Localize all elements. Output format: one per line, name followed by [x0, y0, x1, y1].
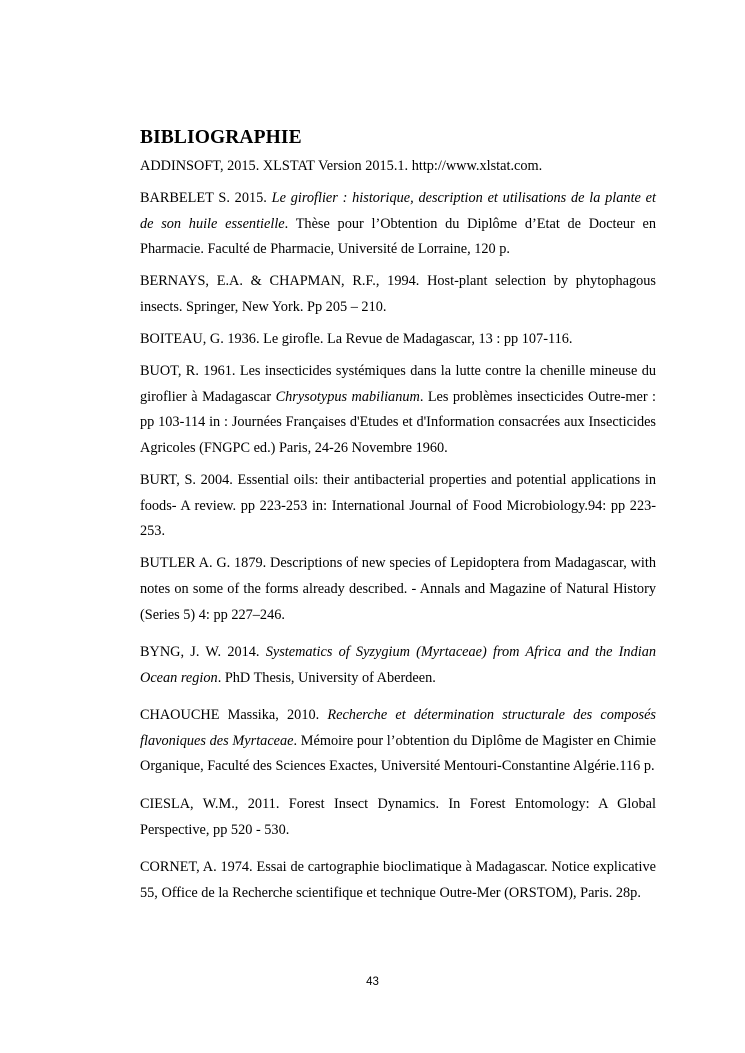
reference-text: ADDINSOFT, 2015. XLSTAT Version 2015.1. http://www.xlstat.com. — [140, 158, 543, 174]
reference-text: . Thèse pour l’Obtention du Diplôme d’Etat de Docteur en Pharmacie. Faculté de Pharmacie, Université de Lorraine, 120 p. — [140, 215, 656, 258]
reference-text: CIESLA, W.M., 2011. Forest Insect Dynamics. In Forest Entomology: A Global Perspective, pp 520 - 530. — [140, 796, 656, 838]
reference-entry — [140, 154, 656, 180]
reference-entry — [140, 551, 656, 628]
reference-text: BARBELET S. 2015. — [140, 190, 272, 207]
reference-text: BERNAYS, E.A. & CHAPMAN, R.F., 1994. Host-plant selection by phytophagous insects. Springer, New York. Pp 205 – 210. — [140, 273, 656, 315]
reference-title: Systematics of Syzygium (Myrtaceae) from Africa and the Indian Ocean region — [140, 644, 656, 686]
reference-text: . Les problèmes insecticides Outre-mer : pp 103-114 in : Journées Françaises d'Etudes et d'Information consacrées aux Insecticides Agricoles (FNGPC ed.) Paris, 24-26 Novembre 1960. — [140, 388, 656, 456]
reference-entry — [140, 327, 656, 353]
reference-entry — [140, 359, 656, 461]
reference-title: Recherche et détermination structurale des composés flavoniques des Myrtaceae — [140, 707, 656, 749]
reference-text: BYNG, J. W. 2014. — [140, 644, 266, 661]
reference-entry — [140, 703, 656, 780]
reference-entry — [140, 269, 656, 320]
reference-text: BUTLER A. G. 1879. Descriptions of new species of Lepidoptera from Madagascar, with notes on some of the forms already described. - Annals and Magazine of Natural History (Series 5) 4: pp 227–246. — [140, 555, 656, 623]
reference-title: Le giroflier : historique, description et utilisations de la plante et de son huile essentielle — [140, 190, 656, 232]
page-number: 43 — [366, 976, 379, 988]
reference-title: Chrysotypus mabilianum — [275, 388, 420, 405]
page-title: BIBLIOGRAPHIE — [140, 127, 302, 148]
reference-text: BOITEAU, G. 1936. Le girofle. La Revue de Madagascar, 13 : pp 107-116. — [140, 331, 573, 348]
reference-entry — [140, 792, 656, 843]
reference-entry — [140, 468, 656, 545]
reference-entry — [140, 186, 656, 263]
reference-text: CHAOUCHE Massika, 2010. — [140, 707, 328, 724]
reference-text: . Mémoire pour l’obtention du Diplôme de Magister en Chimie Organique, Faculté des Sciences Exactes, Université Mentouri-Constantine Algérie.116 p. — [140, 732, 657, 775]
reference-text: BURT, S. 2004. Essential oils: their antibacterial properties and potential applications in foods- A review. pp 223-253 in: International Journal of Food Microbiology.94: pp 223-253. — [140, 472, 656, 540]
reference-text: BUOT, R. 1961. Les insecticides systémiques dans la lutte contre la chenille mineuse du giroflier à Madagascar — [140, 363, 656, 405]
reference-entry — [140, 855, 656, 906]
reference-entry — [140, 640, 656, 691]
reference-text: CORNET, A. 1974. Essai de cartographie bioclimatique à Madagascar. Notice explicative 55, Office de la Recherche scientifique et technique Outre-Mer (ORSTOM), Paris. 28p. — [140, 859, 656, 901]
bibliography-page — [140, 124, 656, 913]
reference-text: . PhD Thesis, University of Aberdeen. — [217, 669, 436, 686]
